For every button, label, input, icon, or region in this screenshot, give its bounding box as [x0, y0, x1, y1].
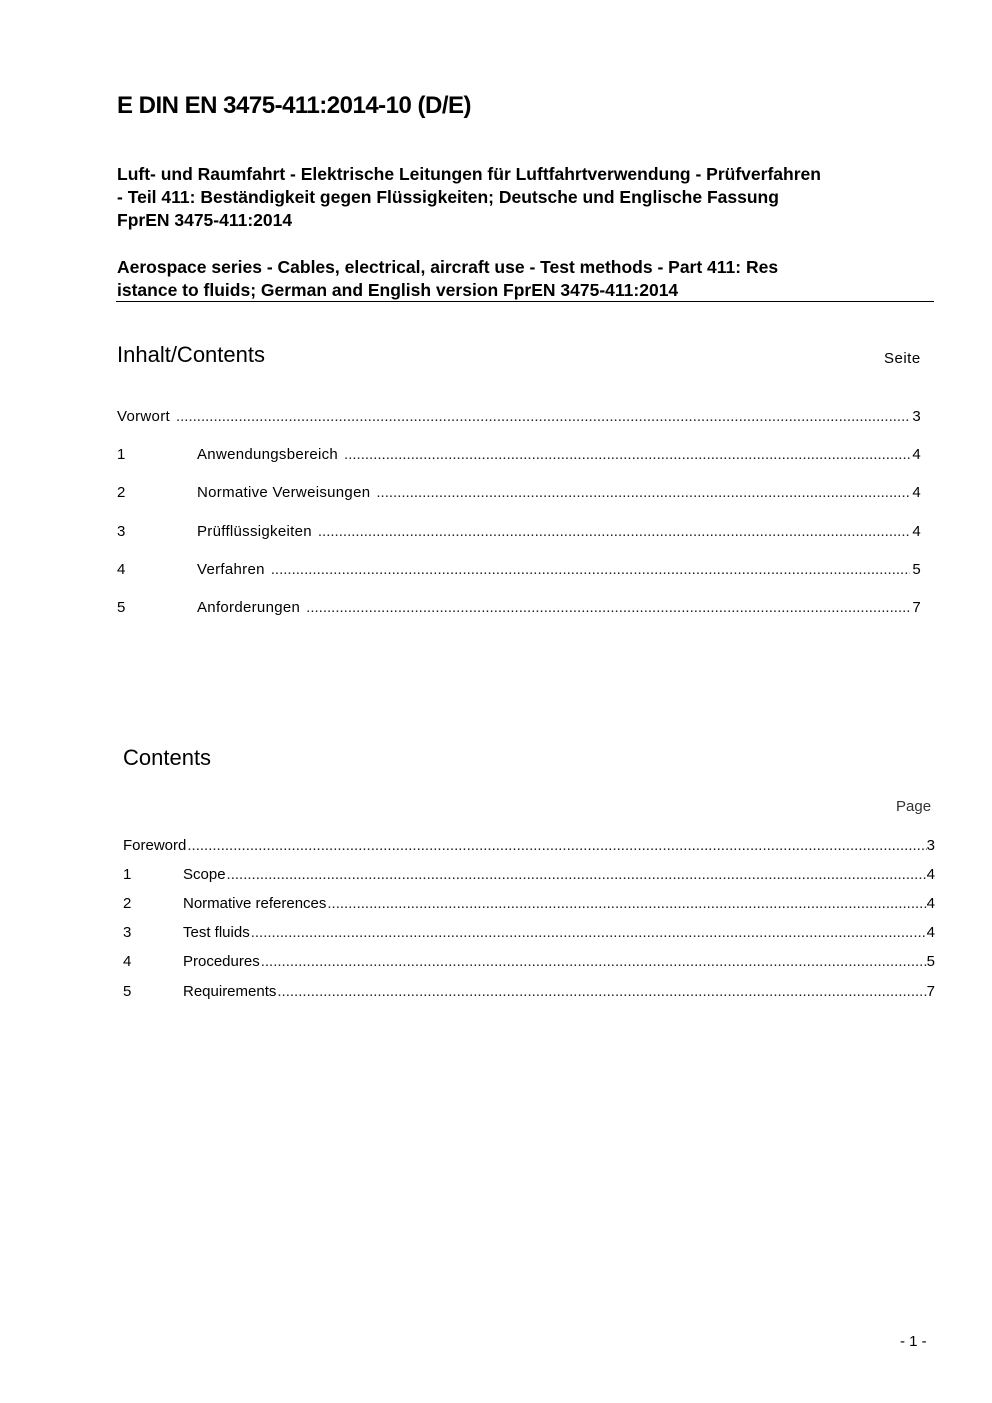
german-title-line: Luft- und Raumfahrt - Elektrische Leitungen für Luftfahrtverwendung - Prüfverfahren: [117, 164, 821, 184]
toc-entry-label: Normative references: [183, 895, 327, 912]
toc-entry-number: 1: [123, 866, 132, 883]
toc-entry-label: Scope: [183, 866, 226, 883]
toc-entry-label: Foreword: [123, 837, 187, 854]
toc-entry-label: Prüfflüssigkeiten: [197, 523, 312, 540]
toc-entry-page: 4: [912, 484, 921, 501]
toc-entry[interactable]: [123, 983, 935, 1003]
dot-leader: [271, 561, 911, 578]
toc-entry-page: 4: [912, 446, 921, 463]
toc-entry[interactable]: [123, 837, 935, 857]
toc-entry-number: 4: [123, 953, 132, 970]
dot-leader: [318, 523, 910, 540]
dot-leader: [261, 953, 927, 970]
dot-leader: [327, 895, 926, 912]
page-number: - 1 -: [900, 1333, 927, 1350]
english-title-line: Aerospace series - Cables, electrical, aircraft use - Test methods - Part 411: Res: [117, 257, 779, 277]
toc-entry-label: Anwendungsbereich: [197, 446, 339, 463]
toc-entry-label: Normative Verweisungen: [197, 484, 371, 501]
toc-entry-label: Verfahren: [197, 561, 265, 578]
toc-entry-page: 5: [926, 953, 935, 970]
toc-entry-page: 4: [926, 924, 935, 941]
toc-entry-page: 4: [912, 523, 921, 540]
toc-entry[interactable]: [123, 924, 935, 944]
german-title-line: - Teil 411: Beständigkeit gegen Flüssigkeiten; Deutsche und Englische Fassung: [117, 187, 779, 207]
toc-entry[interactable]: [117, 446, 921, 466]
dot-leader: [376, 484, 910, 501]
toc-entry-number: 2: [123, 895, 132, 912]
toc-page-label-de: Seite: [884, 350, 921, 367]
dot-leader: [306, 599, 910, 616]
toc-entry-label: Vorwort: [117, 408, 170, 425]
toc-entry[interactable]: [123, 895, 935, 915]
toc-entry-label: Test fluids: [183, 924, 250, 941]
toc-entry-number: 3: [117, 523, 126, 540]
english-title-line: istance to fluids; German and English version FprEN 3475-411:2014: [117, 280, 679, 300]
toc-entry-number: 2: [117, 484, 126, 501]
toc-heading-de: Inhalt/Contents: [117, 342, 265, 367]
german-title-line: FprEN 3475-411:2014: [117, 210, 293, 230]
german-title: [117, 163, 937, 232]
toc-entry[interactable]: [123, 866, 935, 886]
toc-entry-page: 4: [926, 866, 935, 883]
document-title: E DIN EN 3475-411:2014-10 (D/E): [117, 92, 472, 119]
dot-leader: [277, 983, 926, 1000]
toc-entry[interactable]: [117, 599, 921, 619]
dot-leader: [344, 446, 910, 463]
toc-entry-number: 3: [123, 924, 132, 941]
toc-entry-label: Procedures: [183, 953, 260, 970]
dot-leader: [251, 924, 927, 941]
dot-leader: [227, 866, 927, 883]
toc-heading-en: Contents: [123, 745, 212, 770]
title-divider: [116, 301, 934, 302]
toc-entry-page: 5: [912, 561, 921, 578]
toc-entry-page: 7: [912, 599, 921, 616]
toc-entry-page: 3: [912, 408, 921, 425]
toc-entry[interactable]: [117, 523, 921, 543]
toc-entry-label: Requirements: [183, 983, 277, 1000]
toc-entry[interactable]: [117, 561, 921, 581]
english-title: [117, 256, 937, 302]
toc-entry-number: 1: [117, 446, 126, 463]
toc-entry-page: 3: [926, 837, 935, 854]
toc-entry-page: 7: [926, 983, 935, 1000]
dot-leader: [187, 837, 926, 854]
toc-entry-number: 5: [117, 599, 126, 616]
toc-page-label-en: Page: [896, 798, 932, 815]
dot-leader: [176, 408, 910, 425]
toc-entry-page: 4: [926, 895, 935, 912]
toc-entry[interactable]: [117, 408, 921, 428]
toc-entry[interactable]: [117, 484, 921, 504]
toc-entry[interactable]: [123, 953, 935, 973]
toc-entry-label: Anforderungen: [197, 599, 301, 616]
toc-entry-number: 5: [123, 983, 132, 1000]
toc-entry-number: 4: [117, 561, 126, 578]
